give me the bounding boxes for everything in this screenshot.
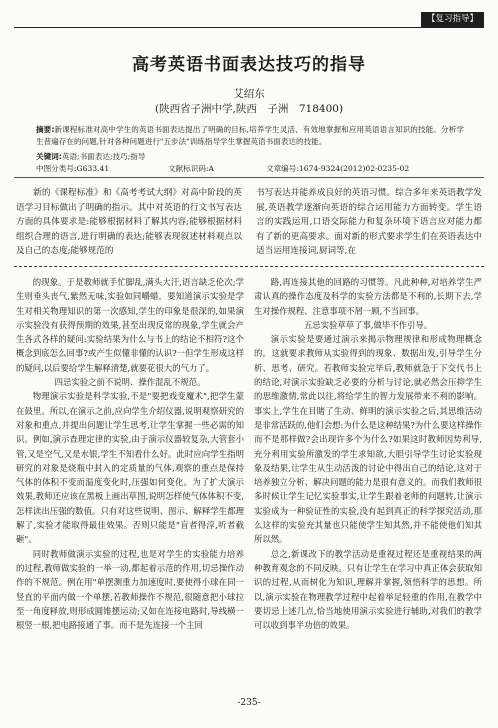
abstract-text: 新课程标准对高中学生的英语书面表达提出了明确的目标,培养学生灵活、有效地掌握和应用英语语言知识的技能。分析学生普遍存在的问题,针对各种问题进行"五步法"训练指导学生掌握英语书面表达的技能。 bbox=[36, 125, 464, 146]
section-heading: 五忌实验草草了事,做毕不作引导。 bbox=[303, 319, 433, 330]
author-affiliation: (陕西省子洲中学,陕西 子洲 718400) bbox=[154, 103, 344, 115]
document-code: 文献标识码:A bbox=[168, 164, 215, 173]
paragraph: 同时教师做演示实验的过程,也是对学生的实验能力培养的过程,教师做实验的一举一动,都起着示范的作用,切忌操作动作的不规范。例在用"单摆测重力加速度时,要使得小球在同一竖直的平面内做一个单摆,若教师操作不规范,很随意把小球拉至一角度释放,则形成圆锥摆运动;又如在连接电路时,导线横一根竖一根,把电路接通了事。而不是先连接一个主回 bbox=[16, 548, 244, 631]
abstract-label: 摘要: bbox=[36, 125, 55, 134]
article-title: 高考英语书面表达技巧的指导 bbox=[132, 55, 366, 75]
abstract bbox=[36, 124, 464, 148]
keywords bbox=[36, 151, 145, 162]
paragraph: 路,再连接其他的回路的习惯等。凡此种种,对培养学生严肃认真的操作态度及科学的实验方法都是不利的,长期下去,学生对操作规程、注意事项不屑一顾,不当回事。 bbox=[254, 277, 482, 316]
paragraph: 演示实验是要通过演示来揭示物理规律和形成物理概念的。这就要求教师从实验得到的现象、数据出发,引导学生分析、思考、研究。若教师实验完毕后,教师就急于下交代书上的结论,对演示实验缺乏必要的分析与讨论,就必然会压抑学生的思维激情,常此以往,将给学生的智力发展带来不利的影响。事实上,学生在目睹了生动、鲜明的演示实验之后,其思维活动是非常活跃的,他们会想:为什么是这种结果?为什么要这样操作而不是那样做?会出现许多个为什么?如果这时教师因势利导,充分利用实验所激发的学生求知欲,大胆引导学生讨论实验现象及结果,让学生从生动活泼的讨论中得出自己的结论,这对于培养独立分析、解决问题的能力是很有意义的。而我们教师很多时候让学生记忆实验事实,让学生跟着老师的问题转,让演示实验成为一种验证性的实验,没有起到真正的科学探究活动,那么这样的实验充其量也只能使学生知其然,并不能使他们知其所以然。 bbox=[254, 334, 482, 545]
author-name: 艾绍东 bbox=[233, 88, 265, 100]
intro-right: 书写表达并能养成良好的英语习惯。综合多年来英语教学发展,英语教学逐渐向英语的综合运用能力方面转变。学生语言的实践运用,口语交际能力和复杂环境下语言应对能力都有了新的更高要求。面对新的形式要求学生们在英语表达中适当运用连接词,厨词等,在 bbox=[256, 188, 482, 256]
intro-rule bbox=[14, 177, 484, 178]
article-number: 文章编号:1674-9324(2012)02-0235-02 bbox=[266, 164, 410, 173]
running-header bbox=[0, 0, 498, 34]
keywords-text: 英语;书面表达;技巧;指导 bbox=[61, 152, 146, 161]
paragraph: 的现象。于是教师就手忙脚乱,满头大汗,语言缺乏伦次;学生则垂头丧气,紫然无味,实验如同嚼蜡。要知道演示实验是学生对相关物理知识的第一次感知,学生的印象是很深的,如果演示实验没有获得预期的效果,甚至出现反常的现象,学生就会产生各式各样的疑问:实验结果为什么与书上的结论不相符?这个概念到底怎么回事?或产生似懂非懂的认识?一但学生形成这样的疑问,以后要给学生解释清楚,就要花很大的气力了。 bbox=[16, 277, 244, 373]
clc-number: 中图分类号:G633.41 bbox=[36, 164, 110, 173]
section-heading: 四忌实验之前不说明、操作混乱不规范。 bbox=[54, 377, 206, 388]
header-rule bbox=[14, 27, 484, 28]
body-left-column bbox=[16, 275, 244, 632]
intro-left: 新的《课程标准》和《高考考试大纲》对高中阶段的英语学习目标做出了明确的指示。其中对英语的行文书写表达方面的具体要求是:能够根据材料了解其内容;能够根据材料组织合理的语言,进行明确的表达;能够表现叙述材料观点以及自己的态度;能够规范的 bbox=[16, 188, 242, 256]
dashed-divider bbox=[14, 266, 484, 267]
paragraph: 物理演示实验是科学实验,不是"要把戏变魔术",把学生蒙在鼓里。所以,在演示之前,应向学生介绍仪器,说明观察研究的对象和重点,并提出问题让学生思考,让学生掌握一些必需的知识。例如,演示查理定律的实验,由于演示仪器较复杂,大管套小管,又是空气,又是水银,学生不知看什么好。此时应向学生指明研究的对象是烧瓶中封入的定质量的气体,观察的重点是保持气体的体积不变而温度变化时,压强如何变化。为了扩大演示效果,教师还应该在黑板上画出草图,说明怎样使气体体积不变,怎样读出压强的数值。只有对这些说明、图示、解释学生都理解了,实验才能取得最佳效果。否则只能是"盲者得淳,听者截砸"。 bbox=[16, 391, 244, 545]
section-tag: 【复习指导】 bbox=[421, 12, 484, 27]
page-number: -235- bbox=[237, 698, 261, 708]
keywords-label: 关键词: bbox=[36, 152, 62, 161]
paragraph: 总之,新课改下的教学活动是重视过程还是重视结果的两种教育观念的不同反映。只有让学生在学习中真正体会获取知识的过程,从而树化为知识,理解并掌握,领悟科学的思想。所以,演示实验在物理教学过程中起着举足轻重的作用,在教学中要切忌上述几点,恰当地使用演示实验进行辅助,对我们的教学可以收到事半功倍的效果。 bbox=[254, 548, 482, 631]
body-right-column bbox=[254, 275, 482, 632]
